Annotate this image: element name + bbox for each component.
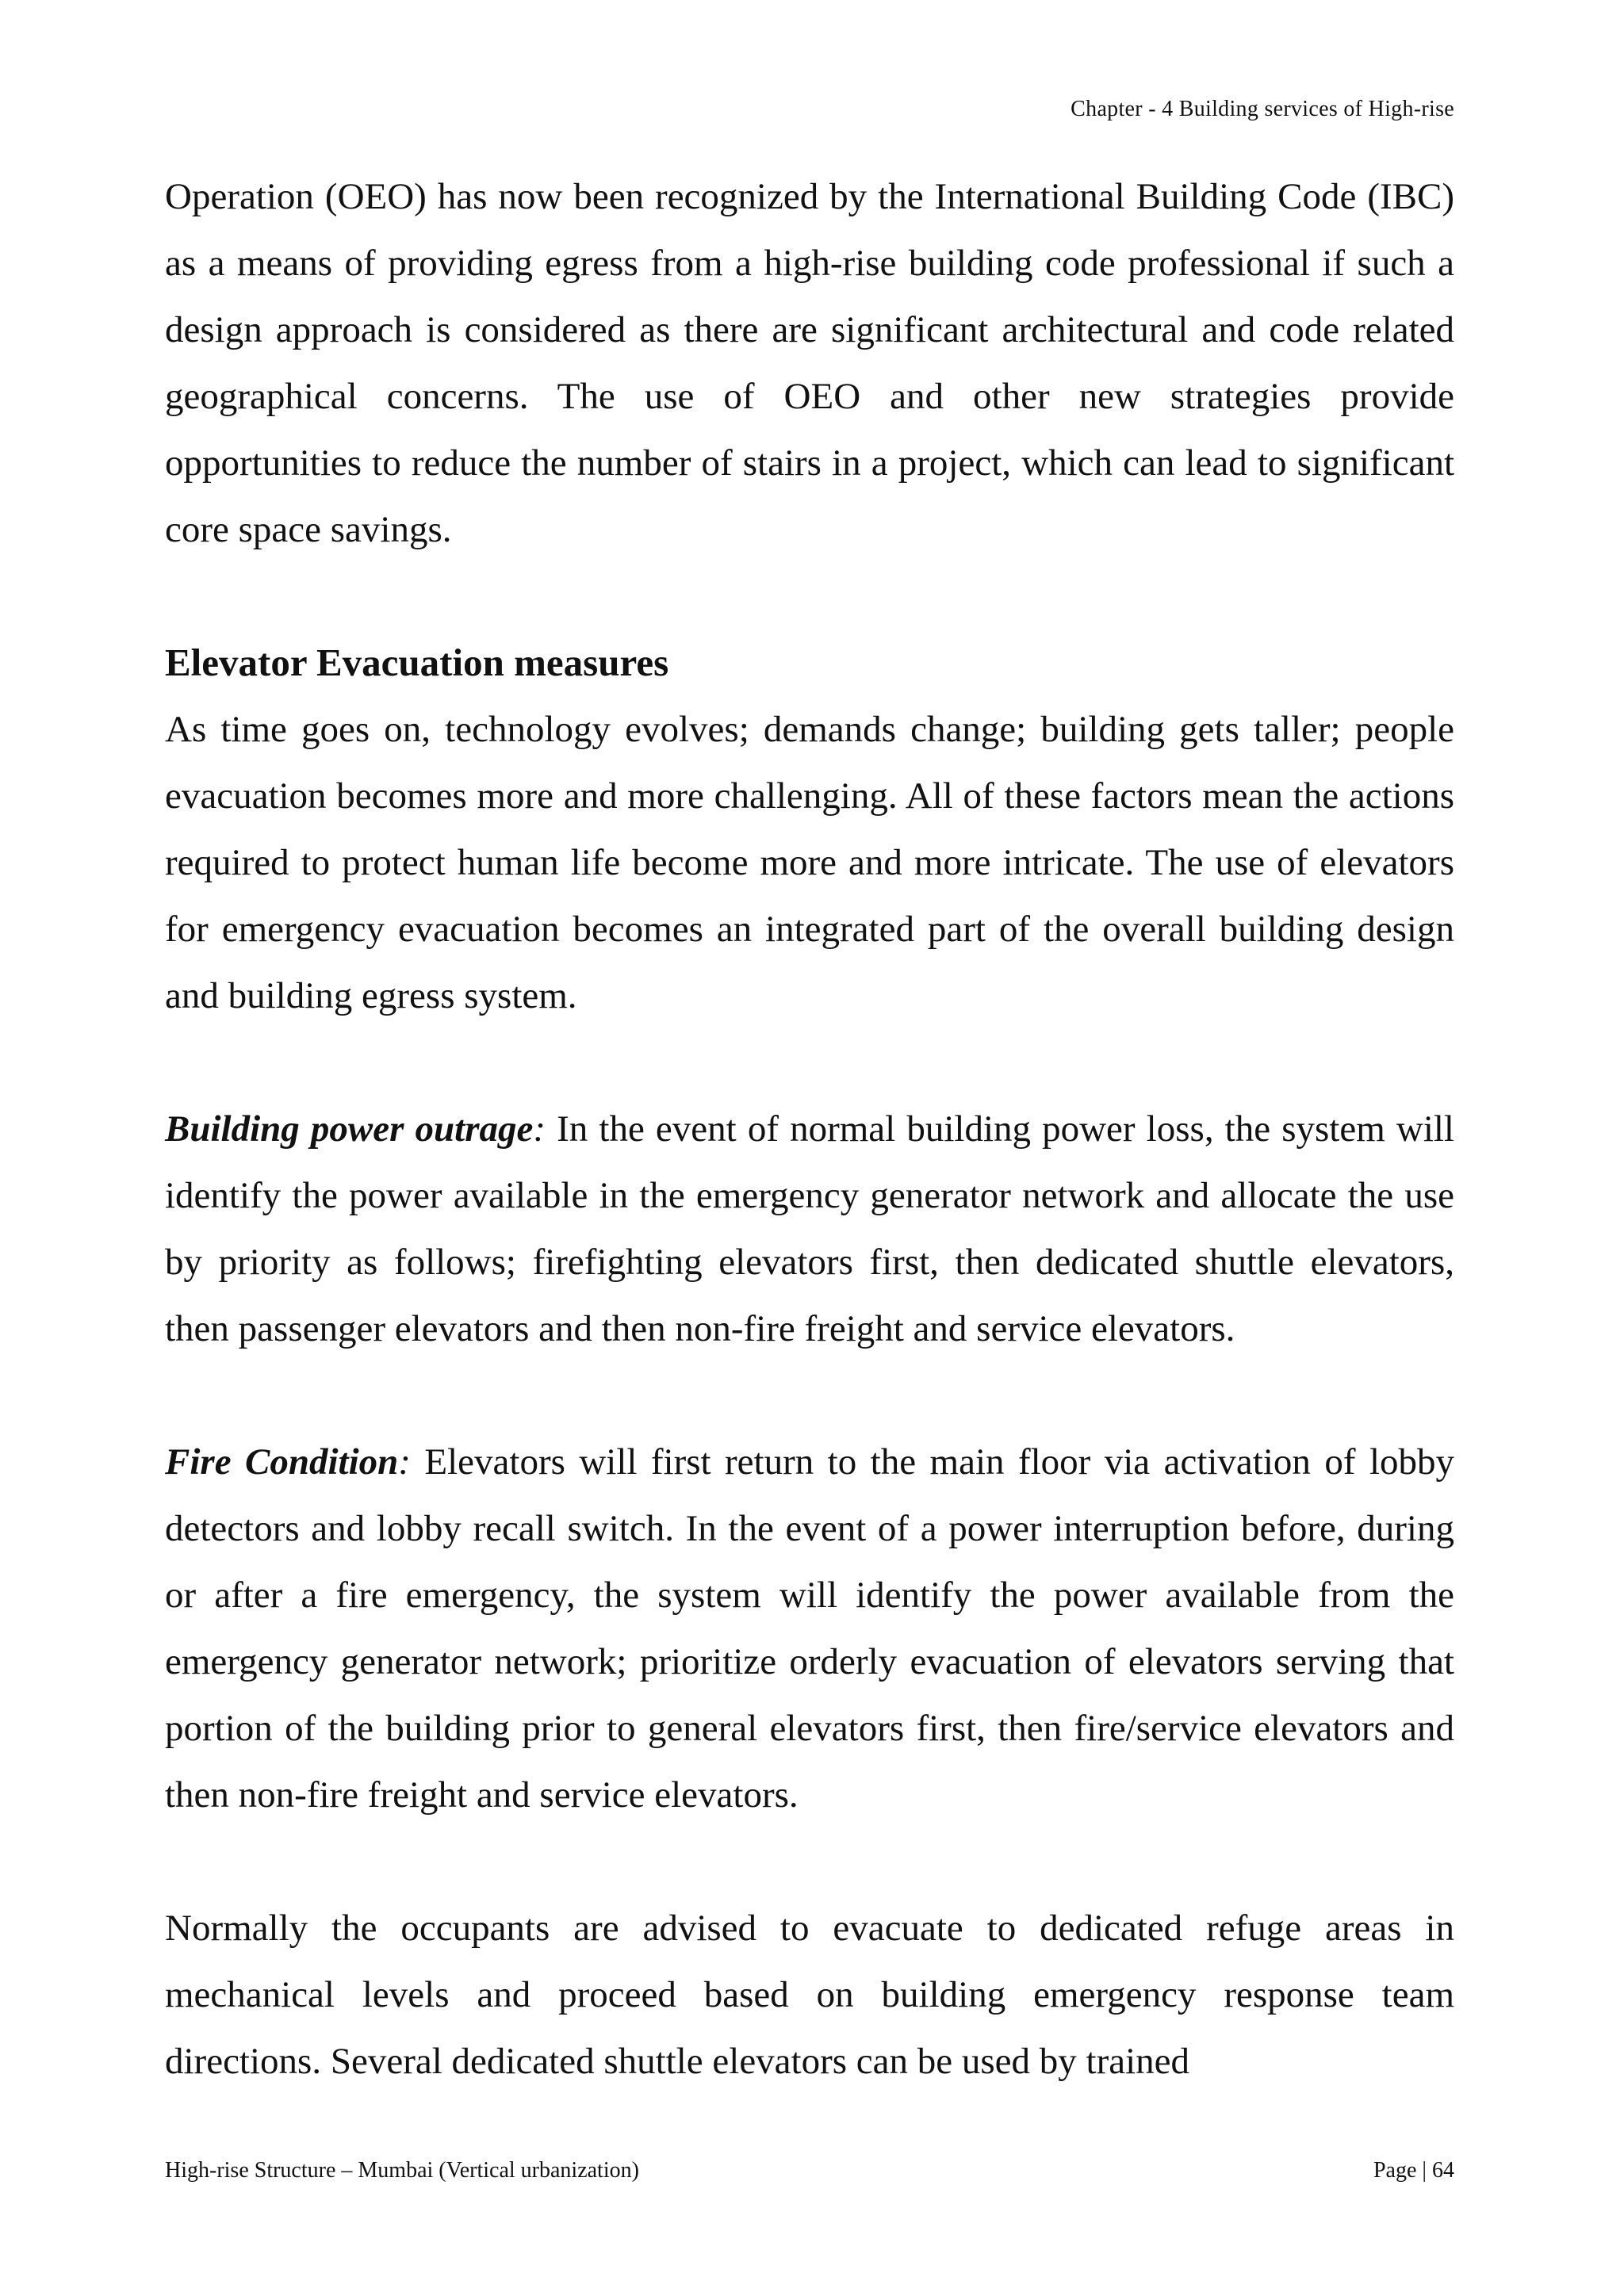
running-header: Chapter - 4 Building services of High-rise [1071, 97, 1454, 121]
spacer [165, 1362, 1454, 1429]
power-outage-paragraph [165, 1096, 1454, 1362]
power-outage-text: In the event of normal building power loss, the system will identify the power available in the emergency generator network and allocate the use by priority as follows; firefighting elevators first, then dedicated shuttle elevators, then passenger elevators and then non-fire freight and service elevators. [165, 1108, 1454, 1349]
intro-paragraph: Operation (OEO) has now been recognized by the International Building Code (IBC) as a means of providing egress from a high-rise building code professional if such a design approach is considered as there are significant architectural and code related geographical concerns. The use of OEO and other new strategies provide opportunities to reduce the number of stairs in a project, which can lead to significant core space savings. [165, 176, 1454, 550]
spacer [165, 1828, 1454, 1895]
page-body [165, 163, 1454, 2095]
section-paragraph: As time goes on, technology evolves; demands change; building gets taller; people evacuation becomes more and more challenging. All of these factors mean the actions required to protect human life become more and more intricate. The use of elevators for emergency evacuation becomes an integrated part of the overall building design and building egress system. [165, 709, 1454, 1016]
fire-condition-paragraph [165, 1429, 1454, 1828]
power-outage-title: Building power outrage [165, 1108, 534, 1150]
section-heading: Elevator Evacuation measures [165, 641, 669, 684]
footer-title: High-rise Structure – Mumbai (Vertical urbanization) [165, 2158, 639, 2183]
closing-paragraph: Normally the occupants are advised to evacuate to dedicated refuge areas in mechanical levels and proceed based on building emergency response team directions. Several dedicated shuttle elevators can be used by trained [165, 1908, 1454, 2082]
fire-condition-title: Fire Condition [165, 1441, 399, 1483]
fire-condition-colon: : [398, 1441, 411, 1483]
power-outage-colon: : [533, 1108, 546, 1150]
fire-condition-text: Elevators will first return to the main floor via activation of lobby detectors and lobby recall switch. In the event of a power interruption before, during or after a fire emergency, the system will identify the power available from the emergency generator network; prioritize orderly evacuation of elevators serving that portion of the building prior to general elevators first, then fire/service elevators and then non-fire freight and service elevators. [165, 1441, 1454, 1816]
page-footer [165, 2158, 1454, 2183]
spacer [165, 1029, 1454, 1096]
page-number: Page | 64 [1373, 2158, 1454, 2183]
spacer [165, 563, 1454, 629]
